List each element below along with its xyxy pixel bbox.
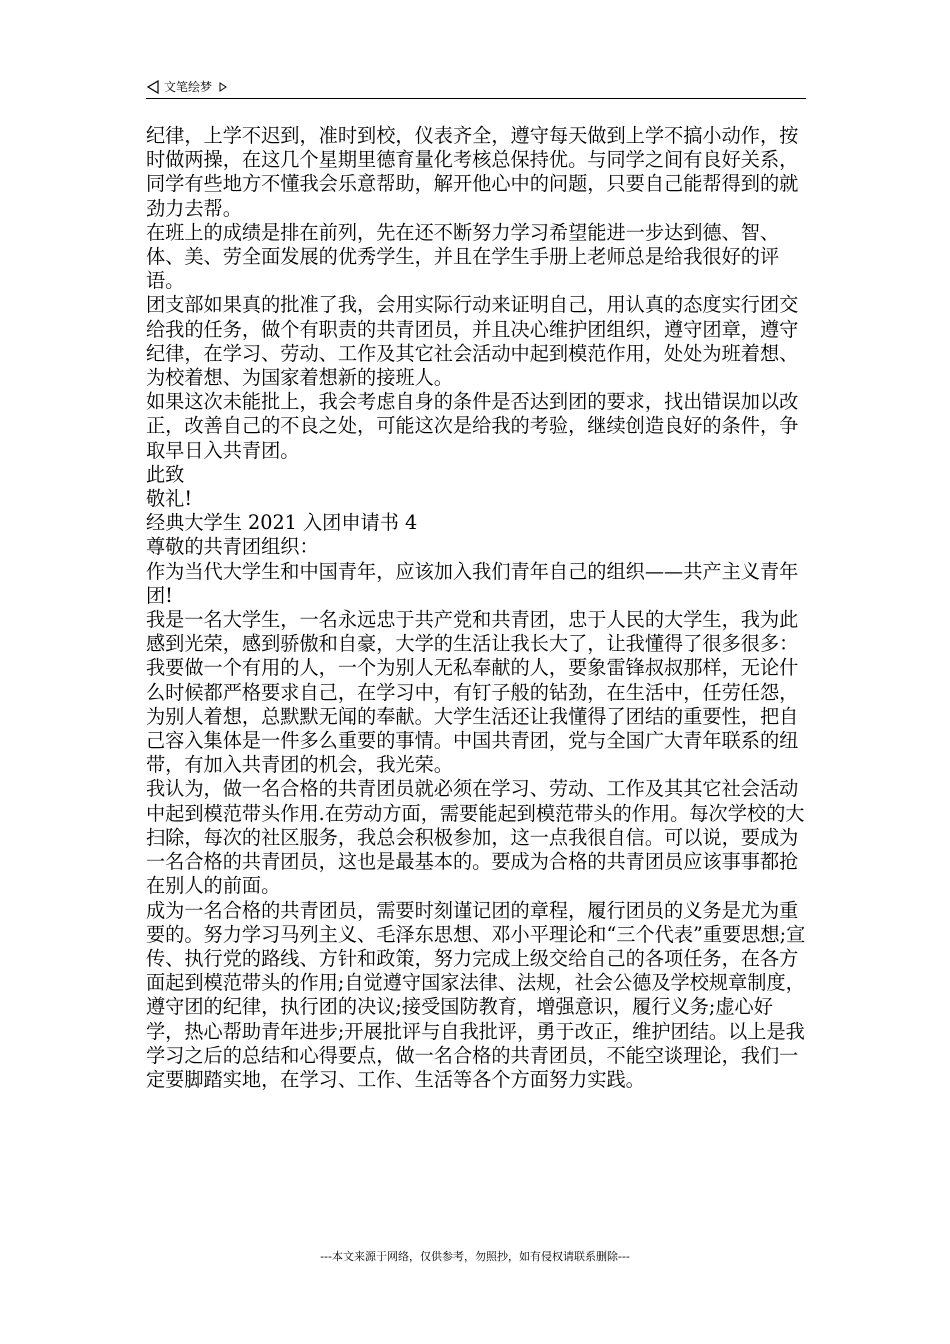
paragraph: 作为当代大学生和中国青年，应该加入我们青年自己的组织——共产主义青年团!	[146, 559, 799, 607]
closing-salute: 敬礼!	[146, 487, 193, 511]
paragraph: 纪律，上学不迟到，准时到校，仪表齐全，遵守每天做到上学不搞小动作，按时做两操，在这几个星期里德育量化考核总保持优。与同学之间有良好关系，同学有些地方不懂我会乐意帮助，解开他心中的问题，只要自己能帮得到的就劲力去帮。	[146, 124, 799, 220]
triangle-left-icon	[146, 80, 160, 94]
document-body	[146, 124, 810, 1092]
paragraph: 成为一名合格的共青团员，需要时刻谨记团的章程，履行团员的义务是尤为重要的。努力学习马列主义、毛泽东思想、邓小平理论和“三个代表”重要思想;宣传、执行党的路线、方针和政策，努力完成上级交给自己的各项任务，在各方面起到模范带头的作用;自觉遵守国家法律、法规，社会公德及学校规章制度，遵守团的纪律，执行团的决议;接受国防教育，增强意识，履行义务;虚心好学，热心帮助青年进步;开展批评与自我批评，勇于改正，维护团结。以上是我学习之后的总结和心得要点，做一名合格的共青团员，不能空谈理论，我们一定要脚踏实地，在学习、工作、生活等各个方面努力实践。	[146, 898, 806, 1091]
paragraph: 团支部如果真的批准了我，会用实际行动来证明自己，用认真的态度实行团交给我的任务，做个有职责的共青团员，并且决心维护团组织，遵守团章，遵守纪律，在学习、劳动、工作及其它社会活动中起到模范作用，处处为班着想、为校着想、为国家着想新的接班人。	[146, 293, 799, 390]
closing-line: 此致	[146, 462, 185, 486]
paragraph: 我认为，做一名合格的共青团员就必须在学习、劳动、工作及其其它社会活动中起到模范带头作用.在劳动方面，需要能起到模范带头的作用。每次学校的大扫除，每次的社区服务，我总会积极参加，这一点我很自信。可以说，要成为一名合格的共青团员，这也是最基本的。要成为合格的共青团员应该事事都抢在别人的前面。	[146, 777, 805, 898]
section-title: 经典大学生 2021 入团申请书 4	[146, 511, 418, 535]
salutation: 尊敬的共青团组织：	[146, 535, 319, 559]
paragraph: 在班上的成绩是排在前列，先在还不断努力学习希望能进一步达到德、智、体、美、劳全面发展的优秀学生，并且在学生手册上老师总是给我很好的评语。	[146, 220, 780, 293]
header-brand: 文笔绘梦	[164, 79, 213, 94]
paragraph: 如果这次未能批上，我会考虑自身的条件是否达到团的要求，找出错误加以改正，改善自己的不良之处，可能这次是给我的考验，继续创造良好的条件，争取早日入共青团。	[146, 390, 799, 462]
page-header	[146, 76, 806, 99]
page-footer: ---本文来源于网络，仅供参考，勿照抄，如有侵权请联系删除---	[320, 1250, 630, 1263]
triangle-right-icon	[218, 81, 228, 93]
paragraph: 我是一名大学生，一名永远忠于共产党和共青团，忠于人民的大学生，我为此感到光荣，感到骄傲和自豪，大学的生活让我长大了，让我懂得了很多很多：我要做一个有用的人，一个为别人无私奉献的人，要象雷锋叔叔那样，无论什么时候都严格要求自己，在学习中，有钉子般的钻劲，在生活中，任劳任怨，为别人着想，总默默无闻的奉献。大学生活还让我懂得了团结的重要性，把自己容入集体是一件多么重要的事情。中国共青团，党与全国广大青年联系的纽带，有加入共青团的机会，我光荣。	[146, 608, 799, 777]
